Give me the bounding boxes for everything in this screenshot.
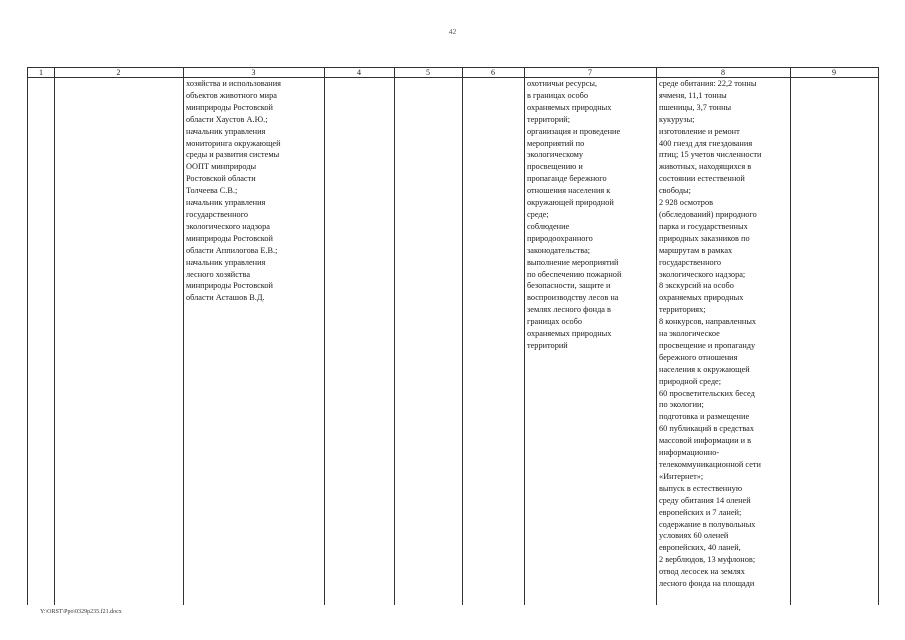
cell-text-line: европейских, 40 ланей, [659,543,741,553]
cell-text-line: населения к окружающей [659,364,750,374]
cell-text-line: экологического надзора [186,221,270,231]
column-divider [462,68,463,605]
cell-text-line: законодательства; [527,245,591,255]
cell-text-line: «Интернет»; [659,471,704,481]
cell-text-line: начальник управления [186,126,266,136]
column-divider [790,68,791,605]
cell-text-line: объектов животного мира [186,90,277,100]
cell-text-line: области Хаустов А.Ю.; [186,114,268,124]
cell-text-line: информационно- [659,448,720,458]
cell-text-line: хозяйства и использования [186,79,281,88]
cell-text-line: европейских и 7 ланей; [659,507,742,517]
cell-text-line: Толчеева С.В.; [186,186,238,196]
cell-text-line: пшеницы, 3,7 тонны [659,102,732,112]
cell-text-line: лесного хозяйства [186,269,251,279]
cell-text-line: 60 просветительских бесед [659,388,755,398]
cell-text-line: выпуск в естественную [659,483,743,493]
cell-text-line: среду обитания 14 оленей [659,495,751,505]
cell-text-line: 400 гнезд для гнездования [659,138,753,148]
cell-text-line: области Аппилогова Е.В.; [186,245,278,255]
cell-text-line: начальник управления [186,257,266,267]
column-divider [183,68,184,605]
column-number-8: 8 [721,68,725,77]
column-divider [656,68,657,605]
cell-text-line: отношения населения к [527,186,611,196]
cell-text-line: государственного [186,209,249,219]
column-divider [524,68,525,605]
cell-text-line: мониторинга окружающей [186,138,281,148]
cell-text-line: безопасности, защите и [527,281,611,291]
column-number-7: 7 [588,68,592,77]
cell-text-line: 2 928 осмотров [659,198,714,208]
cell-text-line: содержание в полувольных [659,519,756,529]
cell-text-line: природной среде; [659,376,722,386]
cell-text-line: мероприятий по [527,138,585,148]
cell-text-line: природоохранного [527,233,593,243]
cell-text-line: минприроды Ростовской [186,281,273,291]
cell-text-line: охраняемых природных [527,329,612,339]
cell-text-line: кукурузы; [659,114,695,124]
cell-text-line: организация и проведение [527,126,621,136]
cell-text-line: природных заказников по [659,233,750,243]
results-cell [659,78,761,590]
cell-text-line: просвещению и [527,162,583,172]
cell-text-line: подготовка и размещение [659,412,750,422]
cell-text-line: пропаганде бережного [527,174,607,184]
cell-text-line: по обеспечению пожарной [527,269,622,279]
cell-text-line: территорий [527,340,568,350]
cell-text-line: соблюдение [527,221,570,231]
cell-text-line: ячменя, 11,1 тонны [659,90,727,100]
cell-text-line: маршрутам в рамках [659,245,733,255]
cell-text-line: минприроды Ростовской [186,102,273,112]
cell-text-line: 60 публикаций в средствах [659,424,754,434]
cell-text-line: на экологическое [659,329,720,339]
column-number-6: 6 [491,68,495,77]
cell-text-line: 8 конкурсов, направленных [659,317,757,327]
cell-text-line: охраняемых природных [527,102,612,112]
column-number-5: 5 [426,68,430,77]
cell-text-line: минприроды Ростовской [186,233,273,243]
activities-cell [527,78,621,352]
data-table [27,67,879,605]
cell-text-line: среде обитания: 22,2 тонны [659,79,757,88]
cell-text-line: 8 экскурсий на особо [659,281,734,291]
cell-text-line: землях лесного фонда в [527,305,611,315]
file-path-footer: Y:\ORST\Ppo\0329p235.f21.docx [40,609,122,615]
column-divider [394,68,395,605]
column-number-9: 9 [832,68,836,77]
cell-text-line: области Асташов В.Д. [186,293,265,303]
cell-text-line: экологического надзора; [659,269,746,279]
column-divider [324,68,325,605]
cell-text-line: ООПТ минприроды [186,162,257,172]
cell-text-line: массовой информации и в [659,436,752,446]
column-divider [54,68,55,605]
cell-text-line: среде; [527,209,549,219]
cell-text-line: лесного фонда на площади [659,579,755,589]
cell-text-line: границах особо [527,317,583,327]
cell-text-line: условиях 60 оленей [659,531,729,541]
cell-text-line: экологическому [527,150,584,160]
cell-text-line: по экологии; [659,400,704,410]
column-number-1: 1 [39,68,43,77]
cell-text-line: начальник управления [186,198,266,208]
cell-text-line: территориях; [659,305,706,315]
responsible-persons-cell [186,78,281,304]
column-number-4: 4 [357,68,361,77]
cell-text-line: отвод лесосек на землях [659,567,745,577]
cell-text-line: в границах особо [527,90,589,100]
cell-text-line: состоянии естественной [659,174,745,184]
cell-text-line: территорий; [527,114,571,124]
cell-text-line: охотничьи ресурсы, [527,79,598,88]
cell-text-line: среды и развития системы [186,150,280,160]
cell-text-line: государственного [659,257,722,267]
cell-text-line: охраняемых природных [659,293,744,303]
cell-text-line: бережного отношения [659,352,738,362]
cell-text-line: выполнение мероприятий [527,257,619,267]
cell-text-line: парка и государственных [659,221,748,231]
cell-text-line: животных, находящихся в [659,162,752,172]
column-number-2: 2 [116,68,121,77]
cell-text-line: (обследований) природного [659,209,757,219]
page-number: 42 [448,27,457,36]
cell-text-line: 2 верблюдов, 13 муфлонов; [659,555,756,565]
cell-text-line: просвещение и пропаганду [659,340,756,350]
cell-text-line: птиц; 15 учетов численности [659,150,762,160]
cell-text-line: изготовление и ремонт [659,126,740,136]
cell-text-line: Ростовской области [186,174,256,184]
column-number-3: 3 [251,68,256,77]
cell-text-line: воспроизводству лесов на [527,293,619,303]
cell-text-line: окружающей природной [527,198,614,208]
cell-text-line: свободы; [659,186,691,196]
cell-text-line: телекоммуникационной сети [659,460,761,469]
